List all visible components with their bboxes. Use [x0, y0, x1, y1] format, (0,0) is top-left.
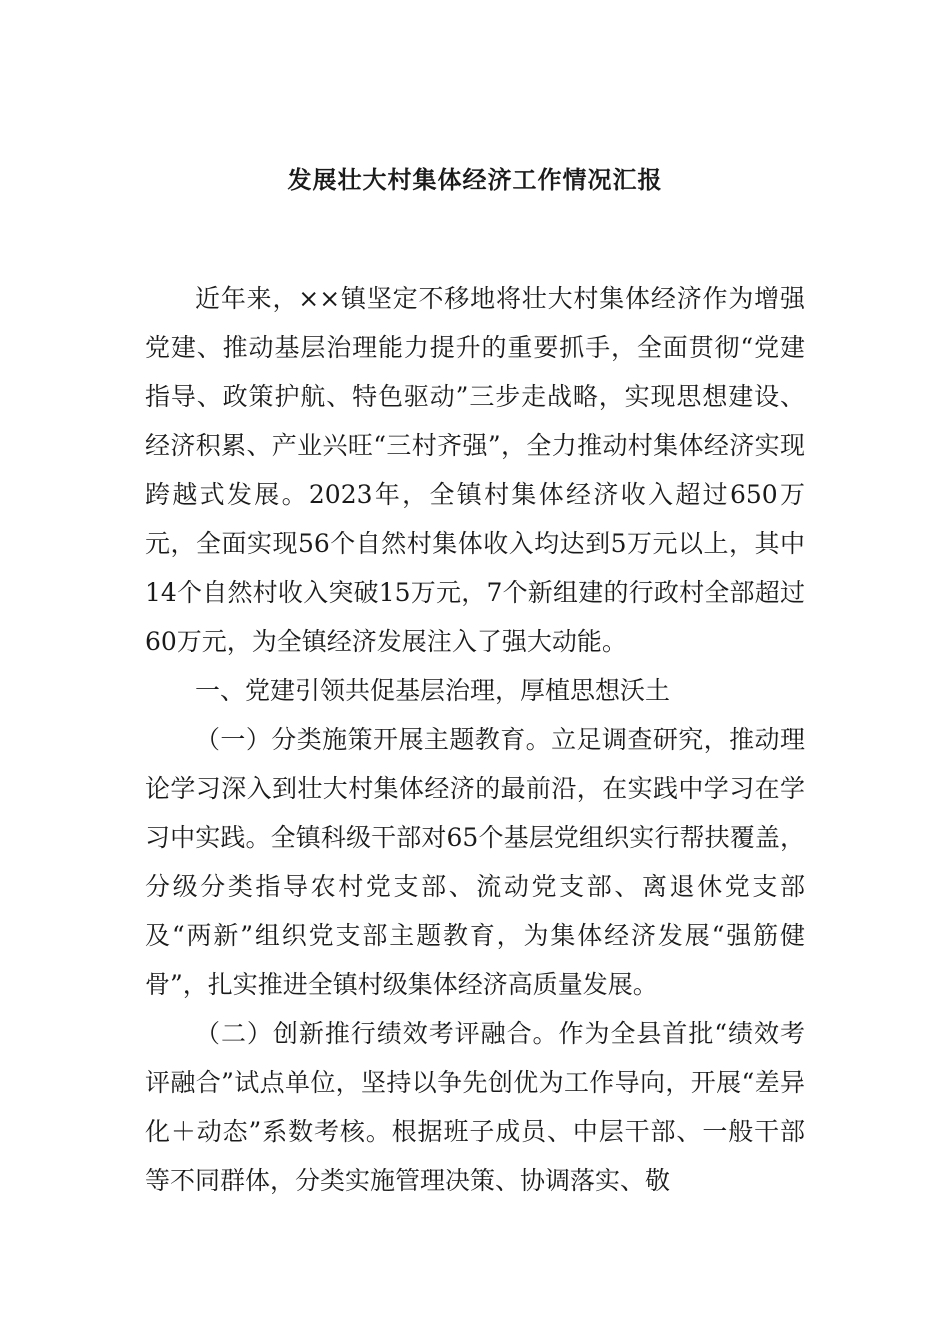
paragraph-subsection-1: （一）分类施策开展主题教育。立足调查研究，推动理论学习深入到壮大村集体经济的最前沿，在实践中学习在学习中实践。全镇科级干部对65个基层党组织实行帮扶覆盖，分级分类指导农村党支部、流动党支部、离退休党支部及“两新”组织党支部主题教育，为集体经济发展“强筋健骨”，扎实推进全镇村级集体经济高质量发展。: [145, 725, 805, 999]
paragraph-subsection-2: （二）创新推行绩效考评融合。作为全县首批“绩效考评融合”试点单位，坚持以争先创优为工作导向，开展“差异化＋动态”系数考核。根据班子成员、中层干部、一般干部等不同群体，分类实施管理决策、协调落实、敬: [145, 1019, 805, 1195]
section-heading-1: 一、党建引领共促基层治理，厚植思想沃土: [195, 676, 671, 705]
document-body: [145, 274, 805, 1205]
document-title: 发展壮大村集体经济工作情况汇报: [287, 166, 663, 194]
paragraph-intro: 近年来，××镇坚定不移地将壮大村集体经济作为增强党建、推动基层治理能力提升的重要抓手，全面贯彻“党建指导、政策护航、特色驱动”三步走战略，实现思想建设、经济积累、产业兴旺“三村齐强”，全力推动村集体经济实现跨越式发展。2023年，全镇村集体经济收入超过650万元，全面实现56个自然村集体收入均达到5万元以上，其中14个自然村收入突破15万元，7个新组建的行政村全部超过60万元，为全镇经济发展注入了强大动能。: [145, 284, 805, 656]
